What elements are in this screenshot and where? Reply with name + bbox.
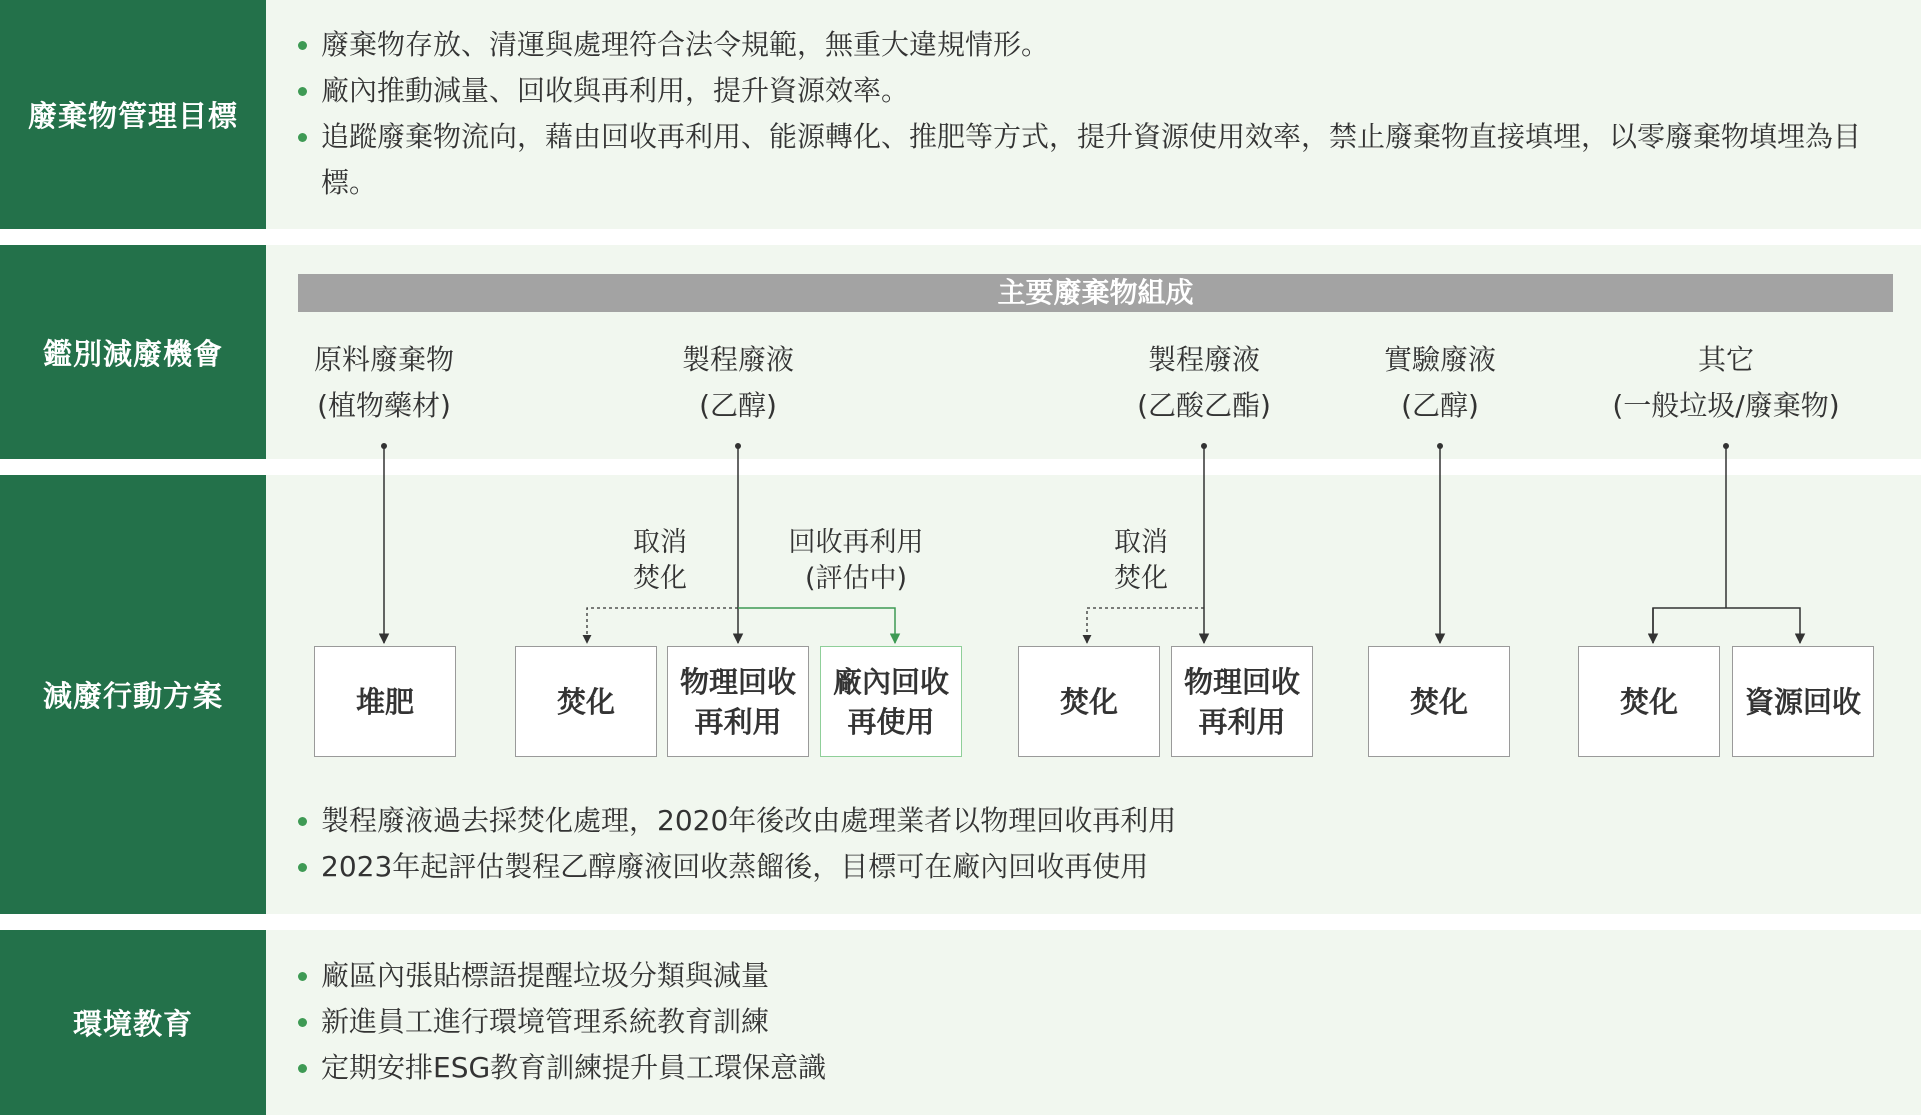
inplant-reuse-box: 廠內回收 再使用 (820, 646, 962, 757)
goal-bullet: 廠內推動減量、回收與再利用，提升資源效率。 (296, 68, 1901, 114)
action-bullet: 製程廢液過去採焚化處理，2020年後改由處理業者以物理回收再利用 (296, 798, 1901, 844)
cancel-incineration-note: 取消 焚化 (633, 527, 687, 594)
goal-bullet: 追蹤廢棄物流向，藉由回收再利用、能源轉化、推肥等方式，提升資源使用效率，禁止廢棄物直接填埋，以零廢棄物填埋為目標。 (296, 114, 1901, 206)
recycle-evaluating-arrow (738, 608, 895, 643)
waste-column-detail: (乙醇) (1401, 389, 1479, 422)
incineration-box: 焚化 (1578, 646, 1720, 757)
compost-box: 堆肥 (314, 646, 456, 757)
waste-column-name: 其它 (1697, 343, 1755, 376)
action-bullet: 2023年起評估製程乙醇廢液回收蒸餾後，目標可在廠內回收再使用 (296, 844, 1901, 890)
incineration-box: 焚化 (1018, 646, 1160, 757)
cancel-incineration-note: 取消 焚化 (1114, 527, 1168, 594)
waste-column-name: 實驗廢液 (1383, 343, 1497, 376)
goal-bullet: 廢棄物存放、清運與處理符合法令規範，無重大違規情形。 (296, 22, 1901, 68)
waste-column-detail: (乙醇) (699, 389, 777, 422)
incineration-box: 焚化 (1368, 646, 1510, 757)
resource-recycle-box: 資源回收 (1732, 646, 1874, 757)
solid-arrows (384, 446, 1800, 643)
waste-column-detail: (植物藥材) (317, 389, 451, 422)
physical-recycle-box: 物理回收 再利用 (667, 646, 809, 757)
education-bullet: 新進員工進行環境管理系統教育訓練 (296, 999, 1901, 1045)
row-label-education: 環境教育 (0, 930, 266, 1115)
waste-column-name: 原料廢棄物 (313, 343, 455, 376)
waste-column-detail: (一般垃圾/廢棄物) (1612, 389, 1840, 422)
incineration-box: 焚化 (515, 646, 657, 757)
section-title-bar: 主要廢棄物組成 (298, 274, 1893, 312)
connector-dots (381, 443, 1729, 449)
waste-column-name: 製程廢液 (681, 343, 795, 376)
waste-column-detail: (乙酸乙酯) (1137, 389, 1271, 422)
row-label-identify: 鑑別減廢機會 (0, 245, 266, 459)
physical-recycle-box: 物理回收 再利用 (1171, 646, 1313, 757)
education-bullet: 定期安排ESG教育訓練提升員工環保意識 (296, 1045, 1901, 1091)
recycle-evaluating-note: 回收再利用 (評估中) (788, 527, 924, 594)
row-label-goal: 廢棄物管理目標 (0, 0, 266, 229)
waste-column-name: 製程廢液 (1147, 343, 1261, 376)
row-label-action: 減廢行動方案 (0, 475, 266, 914)
education-bullet: 廠區內張貼標語提醒垃圾分類與減量 (296, 953, 1901, 999)
